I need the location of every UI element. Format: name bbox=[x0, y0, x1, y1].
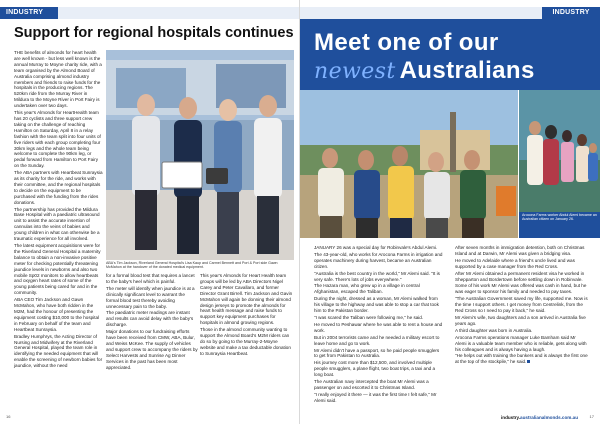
article-column-3 bbox=[200, 273, 293, 410]
right-page bbox=[300, 0, 600, 424]
paragraph: Mr Alemi didn't have a passport, so he paid people smugglers to get from Pakistan to Australia. bbox=[314, 347, 440, 359]
website-prefix: industry. bbox=[500, 415, 521, 420]
paragraph: After seven months in immigration detention, both on Christmas Island and at Darwin, Mr Alemi was given a bridging visa. bbox=[455, 245, 585, 256]
section-tag: INDUSTRY bbox=[542, 7, 600, 19]
hero-title-line-1: Meet one of our bbox=[314, 29, 499, 56]
paragraph: The ABA partners with Heartbeat Sunraysia as its charity for the ride, and works with their committee, and the regional hospitals to decide on the equipment to be purchased with the funding from the rides donations. bbox=[14, 170, 103, 205]
article-column-2 bbox=[455, 245, 588, 415]
paragraph: A third daughter was born in Australia. bbox=[455, 327, 533, 333]
paragraph: This year's Almonds for Heart Health team groups will be led by ABA Directors Nigel Carey and Peter Cavallaro, and former Director Grant Birrell. Tim Jackson and Gavin McMahon will again be donning their almond design jerseys to promote the almonds for heart health message and raise funds to support key equipment purchases for hospitals in almond growing regions. bbox=[200, 273, 293, 326]
paragraph: ABA CEO Tim Jackson and Gawn McMahon, who have both ridden in the M2M, had the honour of presenting the equipment costing $10,000 to the hospital in February on behalf of the team and Heartbeat Sunraysia. bbox=[14, 297, 100, 332]
paragraph: The paediatric meter readings are instant and results can avoid delay with the baby's discharge. bbox=[106, 310, 194, 328]
paragraph: This year's Almonds for HeartHealth team has 20 cyclists and three support crew taking on the challenge of reaching Hamilton on Saturday, April 8 in a relay fashion with the team split into four units of five riders with each group completing four 30km legs and the whole team being welcome to complete the 90km leg, or pedal forward from Hamilton to Port Fairy on the Sunday. bbox=[14, 110, 101, 169]
paragraph: The partnership has provided the Mildura Base Hospital with a paediatric ultrasound unit to assist the accurate insertion of cannulas into the veins of babies and young children in what can otherwise be a traumatic experience for all involved. bbox=[14, 206, 100, 242]
paragraph: Bradley Humphrys, the Acting Director of Nursing and Midwifery at the Riverland General Hospital, played the team role in identifying the needed equipment that will enable the screening of newborn babies for jaundice, without the need bbox=[14, 333, 103, 369]
article-headline: Support for regional hospitals continues bbox=[14, 25, 294, 41]
article-column-1 bbox=[14, 50, 103, 410]
hero-title-line-2 bbox=[314, 58, 535, 85]
hero-title-rest: Australians bbox=[399, 57, 535, 84]
photo-caption: ABA's Tim Jackson, Riverland General Hospital's Lisa Kaup and Carmel Bennett and Port & Port side Gawn McMahon at the handover of the donated medical equipment. bbox=[106, 261, 278, 270]
paragraph: The latest equipment acquisitions were for the Riverland General Hospital a maternity balance to obtain a non-invasive positive meter for checking potentially threatening jaundice levels in newborns and also two mobile Sp02 monitors to allow heartbeats and oxygen heart rates of some of the young patients being cared for and in the community. bbox=[14, 243, 101, 296]
paragraph: Major donations to our fundraising efforts have been received from CMW, ABA, Bulur, and Weiss McKee. The supply of vehicles and support crew to accompany the riders by Select Harvests and Sunrise Ag Dinner Services in the past has been most appreciated. bbox=[106, 329, 198, 370]
section-tag: INDUSTRY NEWS bbox=[0, 7, 58, 19]
paragraph: The meter will identify when jaundice is at a clinically significant level to warrant the formal blood test thereby avoiding unnecessary pain to the baby. bbox=[106, 285, 195, 309]
paragraph: Arocona Farms operations manager Luke Bamham said Mr Alemi is a valuable team member who is reliable, gets along with his colleagues and is always having a laugh. bbox=[455, 334, 587, 352]
paragraph: But in 2004 terrorists came and he needed a military escort to leave home and go to work. bbox=[314, 334, 440, 346]
paragraph: for a formal blood test that requires a lancet to the baby's heel which is painful. bbox=[106, 273, 195, 284]
hospital-handover-photo bbox=[106, 50, 294, 260]
article-column-1 bbox=[314, 245, 444, 415]
paragraph: JANUARY 26 was a special day for Robinvale's Abdul Alemi. bbox=[314, 245, 438, 250]
paragraph: Some of his work Mr Alemi was offered was cash in hand, but he was eager to sponsor his family and needed to pay taxes. bbox=[455, 283, 587, 295]
paragraph: His journey cost more than $12,500, and involved multiple people smugglers, a plane flight, two boat trips, a taxi and a long boat. bbox=[314, 360, 436, 378]
paragraph: The 43-year-old, who works for Arocona Farms in irrigation and operates machinery during harvest, became an Australian citizen. bbox=[314, 251, 443, 269]
website-domain: australianalmonds.com.au bbox=[520, 415, 578, 420]
family-portrait-photo bbox=[519, 90, 600, 212]
paragraph: "The Australian Government saved my life, supported me. Now is the time I support others. I get money from Centrelink, from the Red Cross so I need to pay it back," he said. bbox=[455, 296, 588, 314]
article-column-2 bbox=[106, 273, 198, 410]
paragraph: The Australian navy intercepted the boat Mr Alemi was a passenger on and escorted it to Christmas Island. bbox=[314, 379, 429, 390]
hero-title-accent: newest bbox=[314, 59, 396, 84]
paragraph: After Mr Alemi obtained a permanent resident visa he worked in Shepparton and Bordertown before settling down in Robinvale. bbox=[455, 270, 585, 282]
paragraph: He moved to Adelaide where a friend's uncle lived and was supported by a case manager from the Red Cross. bbox=[455, 257, 575, 269]
website-url[interactable] bbox=[501, 415, 578, 420]
paragraph: "I was scared the Taliban were following me," he said. bbox=[314, 314, 424, 320]
page-number: 16 bbox=[6, 414, 11, 419]
paragraph: Mr Alemi's wife, two daughters and a son arrived in Australia five years ago. bbox=[455, 314, 586, 326]
paragraph: He moved to Peshawar where he was able to rent a house and work. bbox=[314, 321, 443, 333]
paragraph: The Hazara man, who grew up in a village in central Afghanistan, escaped the Taliban. bbox=[314, 283, 420, 295]
paragraph-text: "He helps out with training the bunkers and is always the first one at the top of the stockpile," he said. bbox=[455, 353, 588, 365]
page-number: 17 bbox=[589, 414, 594, 419]
paragraph: "Australia is the best country in the world," Mr Alemi said. "It is very safe. There's lots of jobs everywhere." bbox=[314, 270, 440, 282]
paragraph: THE benefits of almonds for heart health are well known - but less well known is the annual Murray to Moyne charity ride, with a team organised by the Almond Board of Australia comprising almond industry members and friends to raise funds for the hospitals in the producing regions. The 520km ride from the Murray River in Mildura to the Moyne River in Port Fairy is undertaken over two days. bbox=[14, 50, 102, 109]
citizenship-group-photo bbox=[300, 90, 518, 238]
paragraph: During the night, dressed as a woman, Mr Alemi walked from his village to the highway and was able to stop a car that took him to the Pakistan border. bbox=[314, 296, 439, 314]
paragraph: "I really enjoyed it there — it was the first time I felt safe," Mr Alemi said. bbox=[314, 391, 437, 403]
paragraph: Those in the almond community wanting to support the Almond Board's M2M riders can do so by going to the Murray-2-Moyne website and make a tax deductable donation to Sunraysia Heartbeat. bbox=[200, 327, 291, 356]
paragraph bbox=[455, 353, 588, 365]
end-of-article-icon bbox=[527, 360, 530, 363]
photo-caption: Arocona Farms worker Abdul Alemi became an Australian citizen on January 26. bbox=[522, 213, 597, 222]
